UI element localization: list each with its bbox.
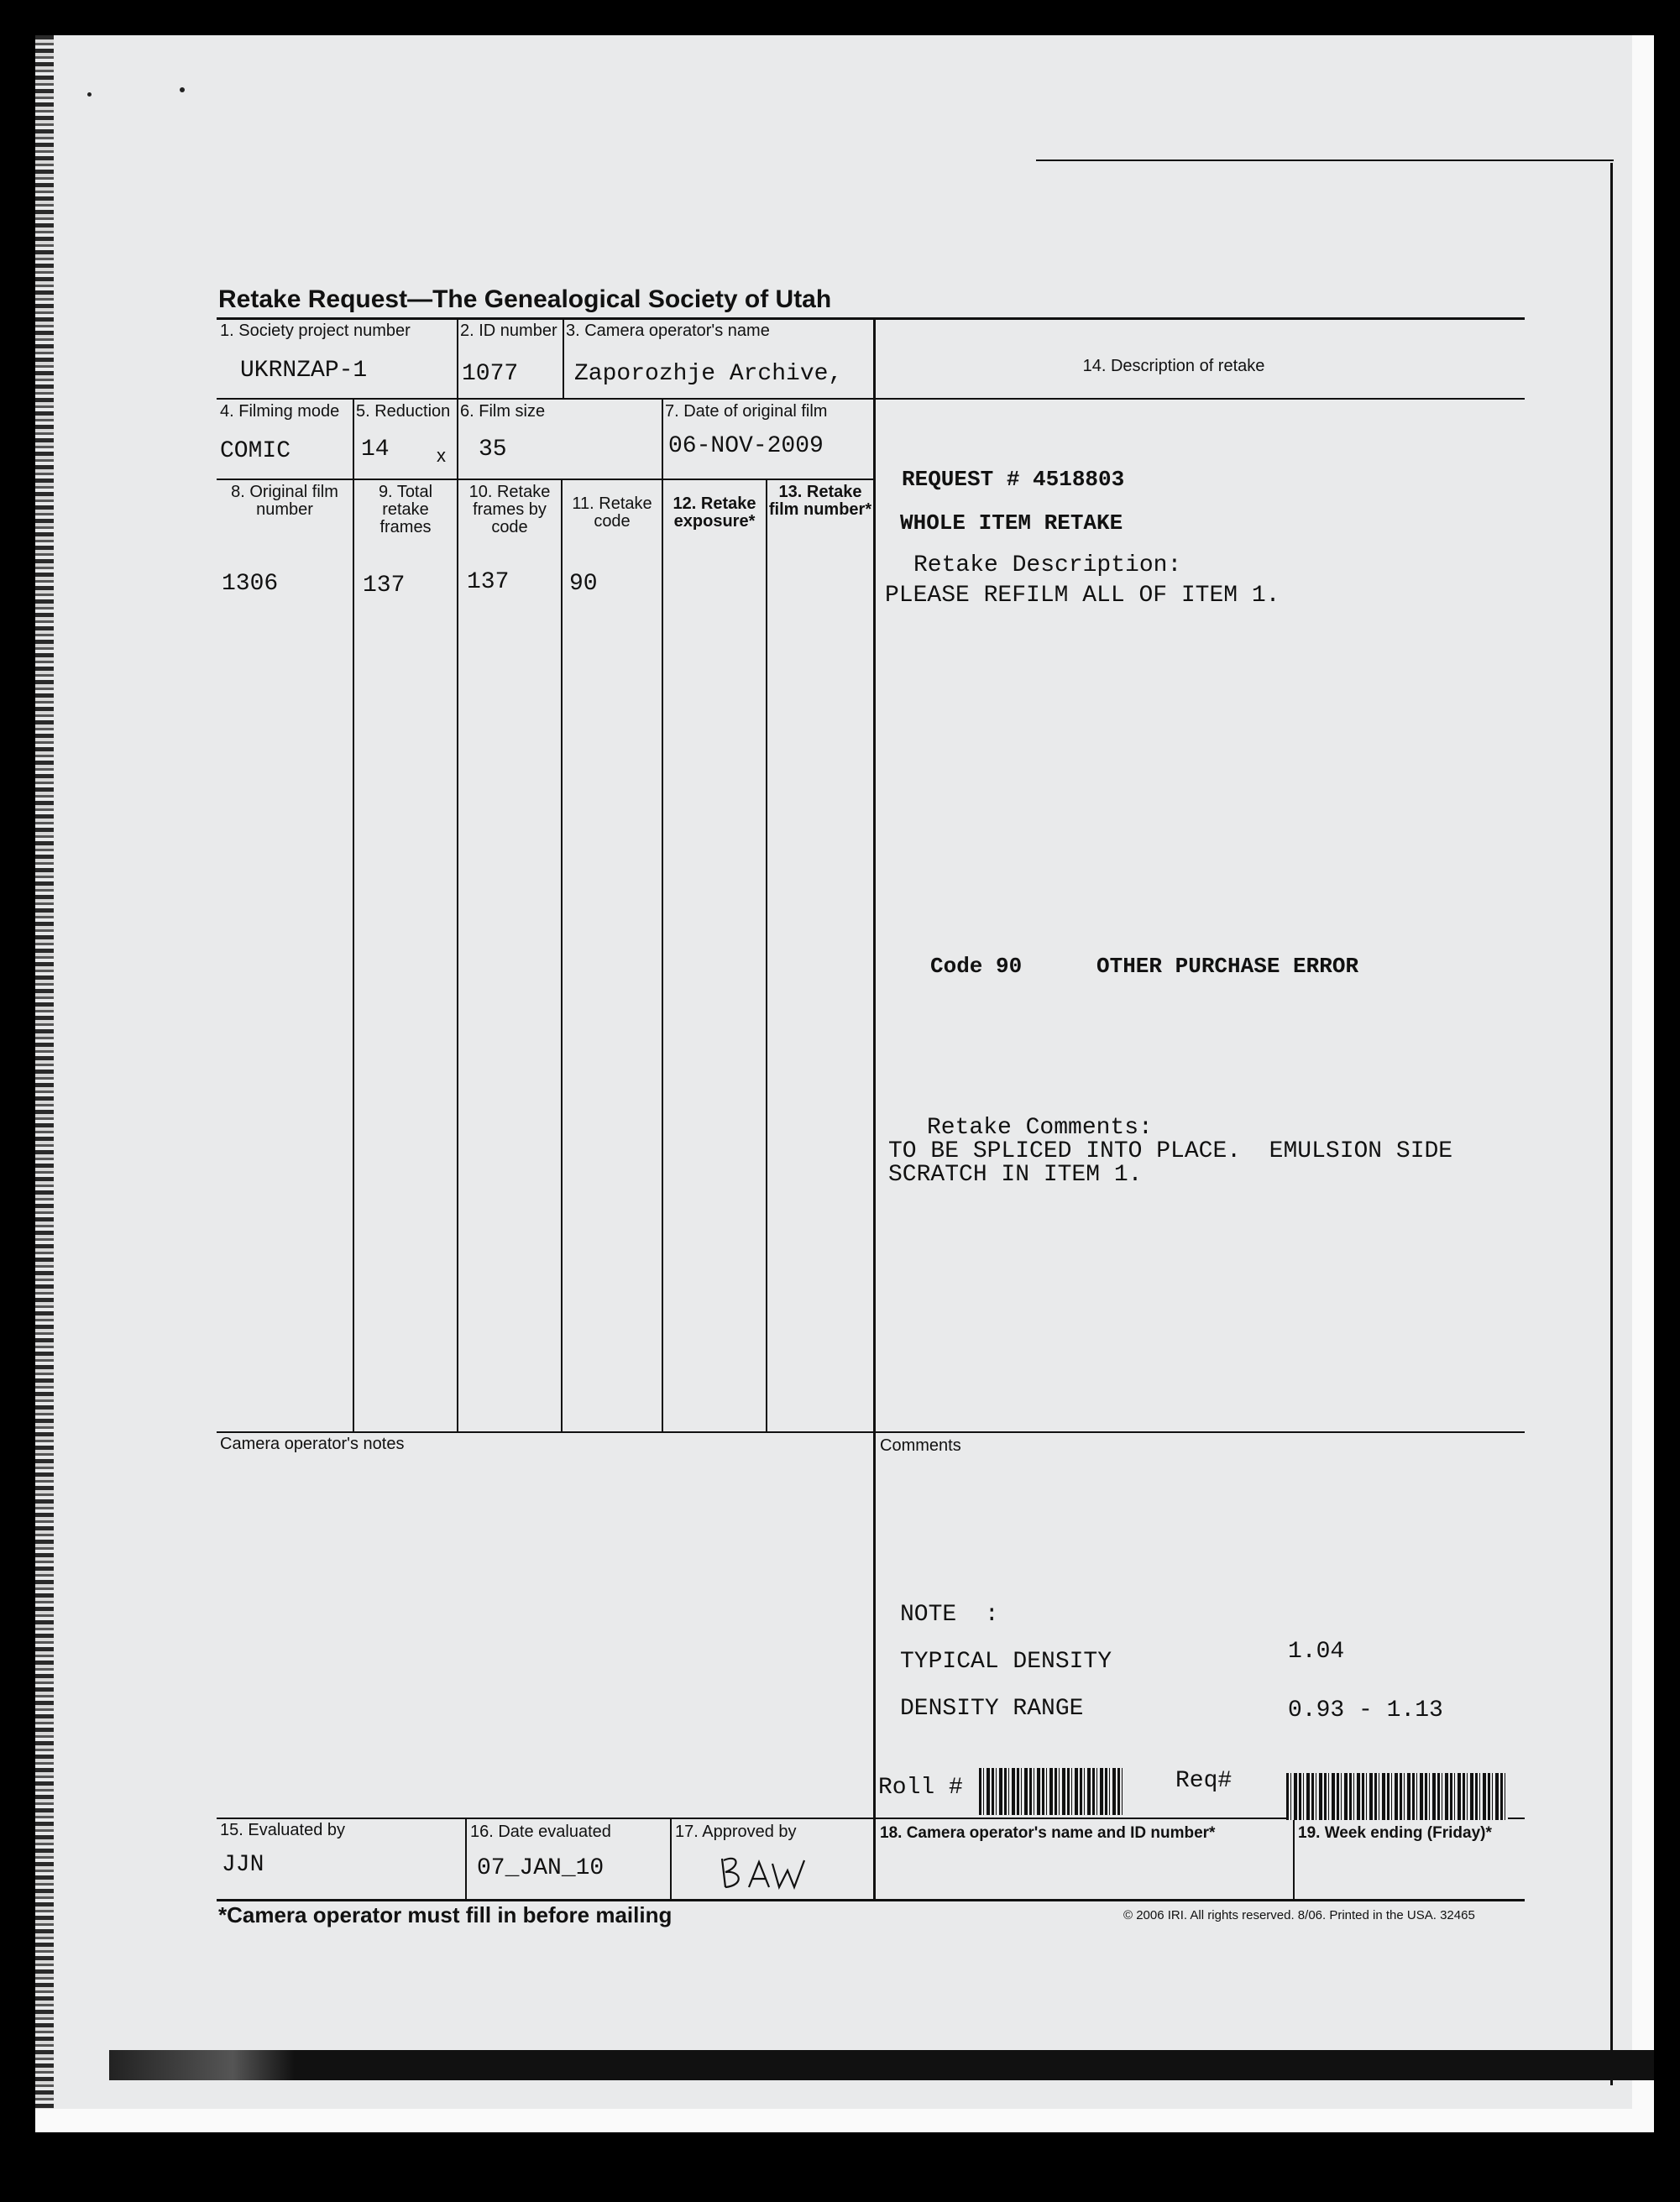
divider [563, 317, 564, 398]
speck [180, 87, 185, 92]
label-id-number: 2. ID number [460, 322, 557, 340]
divider [457, 398, 458, 1431]
label-approved-by: 17. Approved by [675, 1823, 797, 1841]
retake-description: PLEASE REFILM ALL OF ITEM 1. [885, 583, 1280, 609]
label-retake-film-number: 13. Retake film number* [768, 483, 872, 519]
label-retake-code: 11. Retake code [572, 494, 652, 531]
retake-comments-label: Retake Comments: [927, 1115, 1153, 1141]
speck [87, 92, 92, 97]
label-evaluated-by: 15. Evaluated by [220, 1821, 345, 1839]
label-operator-name-id: 18. Camera operator's name and ID number* [880, 1824, 1216, 1842]
roll-label: Roll # [878, 1775, 963, 1801]
whole-item-retake: WHOLE ITEM RETAKE [900, 510, 1123, 536]
value-original-film-number: 1306 [222, 571, 279, 597]
value-evaluated-by: JJN [222, 1852, 264, 1878]
bottom-page-edge [35, 2109, 1654, 2132]
retake-request-form [217, 285, 1526, 1931]
value-total-retake-frames: 137 [363, 573, 406, 599]
value-filming-mode: COMIC [220, 438, 291, 464]
divider [662, 398, 663, 1431]
label-project-number: 1. Society project number [220, 322, 411, 340]
divider [353, 398, 354, 1431]
typical-density-label: TYPICAL DENSITY [900, 1649, 1112, 1675]
label-total-retake-frames: 9. Total retake frames [378, 483, 433, 536]
label-camera-operator-notes: Camera operator's notes [220, 1435, 405, 1453]
mailing-note: *Camera operator must fill in before mailing [218, 1902, 673, 1927]
label-filming-mode: 4. Filming mode [220, 402, 340, 421]
label-film-size: 6. Film size [460, 402, 546, 421]
rule-row2 [217, 398, 1525, 400]
divider-main [873, 317, 876, 1901]
typical-density-value: 1.04 [1288, 1639, 1345, 1665]
rule-bottom [217, 1899, 1525, 1901]
divider [465, 1818, 467, 1899]
right-rule [1610, 163, 1613, 2085]
value-reduction-x: x [437, 445, 446, 466]
top-rule [1036, 160, 1614, 161]
note-label: NOTE : [900, 1602, 999, 1628]
code-text: OTHER PURCHASE ERROR [1096, 954, 1359, 979]
req-barcode [1286, 1773, 1508, 1820]
density-range-label: DENSITY RANGE [900, 1696, 1084, 1722]
retake-comments-line1: TO BE SPLICED INTO PLACE. EMULSION SIDE [888, 1138, 1453, 1164]
value-date-original: 06-NOV-2009 [668, 433, 824, 459]
label-retake-exposure: 12. Retake exposure* [673, 494, 756, 531]
divider [457, 317, 458, 398]
divider [670, 1818, 672, 1899]
rule-top [217, 317, 1525, 320]
label-reduction: 5. Reduction [356, 402, 451, 421]
label-date-evaluated: 16. Date evaluated [470, 1823, 611, 1841]
divider [1293, 1818, 1295, 1899]
request-number: REQUEST # 4518803 [902, 467, 1125, 492]
value-id-number: 1077 [462, 361, 519, 387]
label-retake-frames-by-code: 10. Retake frames by code [468, 483, 551, 536]
label-original-film-number: 8. Original film number [231, 483, 338, 519]
retake-description-label: Retake Description: [913, 552, 1182, 578]
value-operator-name: Zaporozhje Archive, [574, 361, 843, 387]
copyright: © 2006 IRI. All rights reserved. 8/06. Printed in the USA. 32465 [1123, 1908, 1475, 1922]
label-week-ending: 19. Week ending (Friday)* [1298, 1824, 1492, 1842]
label-description-of-retake: 14. Description of retake [1082, 357, 1265, 375]
value-retake-frames-by-code: 137 [467, 569, 510, 595]
value-film-size: 35 [479, 437, 507, 463]
rule-row3 [217, 479, 873, 480]
value-project-number: UKRNZAP-1 [240, 358, 368, 384]
divider [766, 479, 767, 1431]
label-operator-name: 3. Camera operator's name [566, 322, 770, 340]
bottom-scan-bar [109, 2050, 1654, 2080]
label-date-original: 7. Date of original film [665, 402, 828, 421]
value-retake-code: 90 [569, 571, 598, 597]
req-label: Req# [1175, 1768, 1233, 1794]
roll-barcode [979, 1768, 1125, 1815]
density-range-value: 0.93 - 1.13 [1288, 1697, 1443, 1723]
divider [561, 479, 563, 1431]
approved-by-signature [717, 1852, 818, 1894]
code-label: Code 90 [930, 954, 1023, 979]
retake-comments-line2: SCRATCH IN ITEM 1. [888, 1162, 1143, 1188]
value-reduction: 14 [361, 437, 390, 463]
rule-notes [217, 1431, 1525, 1433]
value-date-evaluated: 07_JAN_10 [477, 1855, 604, 1881]
form-title: Retake Request—The Genealogical Society of Utah [218, 285, 832, 313]
right-page-edge [1632, 35, 1654, 2132]
label-comments: Comments [880, 1436, 961, 1455]
left-edge-perforation [35, 35, 54, 2132]
